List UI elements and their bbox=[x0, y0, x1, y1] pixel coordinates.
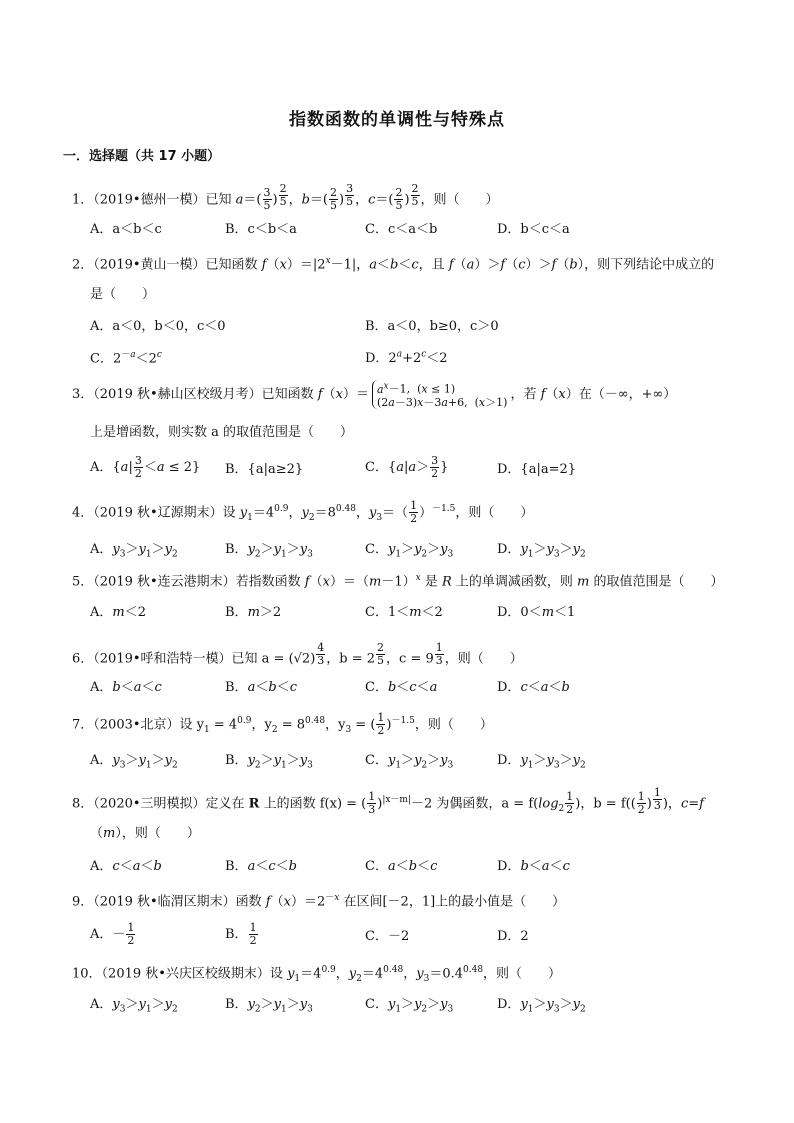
question-8-option-d[interactable]: D．b＜a＜c bbox=[497, 859, 570, 874]
question-10-option-c[interactable]: C．$y_1>y_2>y_3$ bbox=[365, 997, 454, 1015]
question-6-option-c[interactable]: C．b＜c＜a bbox=[365, 680, 438, 695]
question-10-option-d[interactable]: D．$y_1>y_3>y_2$ bbox=[497, 997, 586, 1015]
question-2-stem-cont: 是（ ） bbox=[90, 287, 156, 302]
question-3-stem: 3．（2019 秋•赫山区校级月考）已知函数 f（x）＝ $a^x-1$, (x ≤ 1) (2a－3)x－3a+6, (x＞1) ，若 f（x）在（－∞，+∞） bbox=[72, 381, 677, 409]
question-3-option-c[interactable]: C．{a|a＞ $\frac{3}{2}$ } bbox=[365, 454, 449, 480]
question-6-stem: 6．（2019•呼和浩特一模）已知 a = (√2) $^{\frac{4}{3}}$ ，b = 2 $^{\frac{2}{5}}$ ，c = 9 $^{\frac{1}{3}}$ ，则（ ） bbox=[72, 641, 523, 667]
question-7-option-b[interactable]: B．$y_2>y_1>y_3$ bbox=[225, 753, 313, 771]
question-9-option-a[interactable]: A．－ $\frac{1}{2}$ bbox=[90, 921, 135, 947]
question-4-option-a[interactable]: A．$y_3>y_1>y_2$ bbox=[90, 542, 178, 560]
question-3-option-d[interactable]: D．{a|a=2} bbox=[497, 462, 577, 477]
question-2-stem: 2．（2019•黄山一模）已知函数 $f(x)=|2^x-1|$，a＜b＜c，且 f（a）＞f（c）＞f（b），则下列结论中成立的 bbox=[72, 256, 715, 273]
section-heading: 一．选择题（共 17 小题） bbox=[63, 149, 221, 164]
question-2-option-a[interactable]: A．a＜0，b＜0，c＜0 bbox=[90, 319, 226, 334]
question-1-option-b[interactable]: B．c＜b＜a bbox=[225, 222, 297, 237]
question-8-option-a[interactable]: A．c＜a＜b bbox=[90, 859, 162, 874]
question-4-option-c[interactable]: C．$y_1>y_2>y_3$ bbox=[365, 542, 454, 560]
question-8-option-c[interactable]: C．a＜b＜c bbox=[365, 859, 438, 874]
question-10-option-b[interactable]: B．$y_2>y_1>y_3$ bbox=[225, 997, 313, 1015]
question-10-option-a[interactable]: A．$y_3>y_1>y_2$ bbox=[90, 997, 178, 1015]
question-10-stem: 10．（2019 秋•兴庆区校级期末）设 $y_1=4^{0.9}$，$y_2=4^{0.48}$，$y_3=0.4^{0.48}$，则（ ） bbox=[72, 965, 562, 984]
question-1-option-a[interactable]: A．a＜b＜c bbox=[90, 222, 162, 237]
question-5-option-c[interactable]: C．1＜m＜2 bbox=[365, 605, 443, 620]
question-9-option-c[interactable]: C．－2 bbox=[365, 929, 410, 944]
question-9-stem: 9．（2019 秋•临渭区期末）函数 $f(x)=2^{-x}$ 在区间[－2，1]上的最小值是（ ） bbox=[72, 893, 566, 910]
question-4-stem: 4．（2019 秋•辽源期末）设 $y_1=4^{0.9}$，$y_2=8^{0.48}$，$y_3=$（ $\frac{1}{2}$ ）$^{-1.5}$，则（ ） bbox=[72, 499, 534, 526]
question-7-stem: 7．（2003•北京）设 $y_1 = 4^{0.9}$，$y_2 = 8^{0.48}$，$y_3$ = ( $\frac{1}{2}$ )$^{-1.5}$，则（ ） bbox=[72, 711, 493, 738]
question-3-option-a[interactable]: A．{a| $\frac{3}{2}$ ＜a ≤ 2} bbox=[90, 454, 201, 480]
question-5-option-d[interactable]: D．0＜m＜1 bbox=[497, 605, 576, 620]
question-2-option-b[interactable]: B．a＜0，b≥0，c＞0 bbox=[365, 319, 499, 334]
question-3-option-b[interactable]: B．{a|a≥2} bbox=[225, 462, 304, 477]
question-6-option-b[interactable]: B．a＜b＜c bbox=[225, 680, 297, 695]
question-5-option-a[interactable]: A．m＜2 bbox=[90, 605, 146, 620]
question-8-stem-cont: （m），则（ ） bbox=[90, 826, 200, 841]
page-title: 指数函数的单调性与特殊点 bbox=[289, 110, 505, 130]
question-6-option-a[interactable]: A．b＜a＜c bbox=[90, 680, 162, 695]
question-7-option-a[interactable]: A．$y_3>y_1>y_2$ bbox=[90, 753, 178, 771]
question-1-option-c[interactable]: C．c＜a＜b bbox=[365, 222, 438, 237]
question-2-option-d[interactable]: D．$2^a+2^c<2$ bbox=[365, 349, 448, 366]
question-2-option-c[interactable]: C．$2^{-a}<2^c$ bbox=[90, 350, 162, 367]
question-6-option-d[interactable]: D．c＜a＜b bbox=[497, 680, 570, 695]
question-9-option-d[interactable]: D．2 bbox=[497, 929, 529, 944]
question-1-option-d[interactable]: D．b＜c＜a bbox=[497, 222, 570, 237]
question-4-option-d[interactable]: D．$y_1>y_3>y_2$ bbox=[497, 542, 586, 560]
question-3-stem-cont: 上是增函数，则实数 a 的取值范围是（ ） bbox=[90, 425, 354, 440]
question-1-stem: 1．（2019•德州一模）已知 a＝( $\frac{3}{5}$ ) $^{\frac{2}{5}}$ ，b＝( $\frac{2}{5}$ ) $^{\frac{3}{5}}$ ，c＝( $\frac{2}{5}$ ) $^{\frac{2}{5}}$ ，则（ ） bbox=[72, 182, 499, 213]
question-8-option-b[interactable]: B．a＜c＜b bbox=[225, 859, 297, 874]
question-4-option-b[interactable]: B．$y_2>y_1>y_3$ bbox=[225, 542, 313, 560]
question-7-option-c[interactable]: C．$y_1>y_2>y_3$ bbox=[365, 753, 454, 771]
question-8-stem: 8．（2020•三明模拟）定义在 R 上的函数 f(x) = ( $\frac{1}{3}$ )$^{|x-m|}$－2 为偶函数，$a = f(\log_2$ $\frac{1}{2}$ )，b = f(( $\frac{1}{2}$ ) $^{\frac{1}{3}}$ )，c=f bbox=[72, 786, 704, 817]
question-7-option-d[interactable]: D．$y_1>y_3>y_2$ bbox=[497, 753, 586, 771]
question-9-option-b[interactable]: B． $\frac{1}{2}$ bbox=[225, 921, 257, 947]
question-5-stem: 5．（2019 秋•连云港期末）若指数函数 $f(x)=(m-1)^x$ 是 R 上的单调减函数，则 m 的取值范围是（ ） bbox=[72, 573, 724, 590]
question-5-option-b[interactable]: B．m＞2 bbox=[225, 605, 282, 620]
